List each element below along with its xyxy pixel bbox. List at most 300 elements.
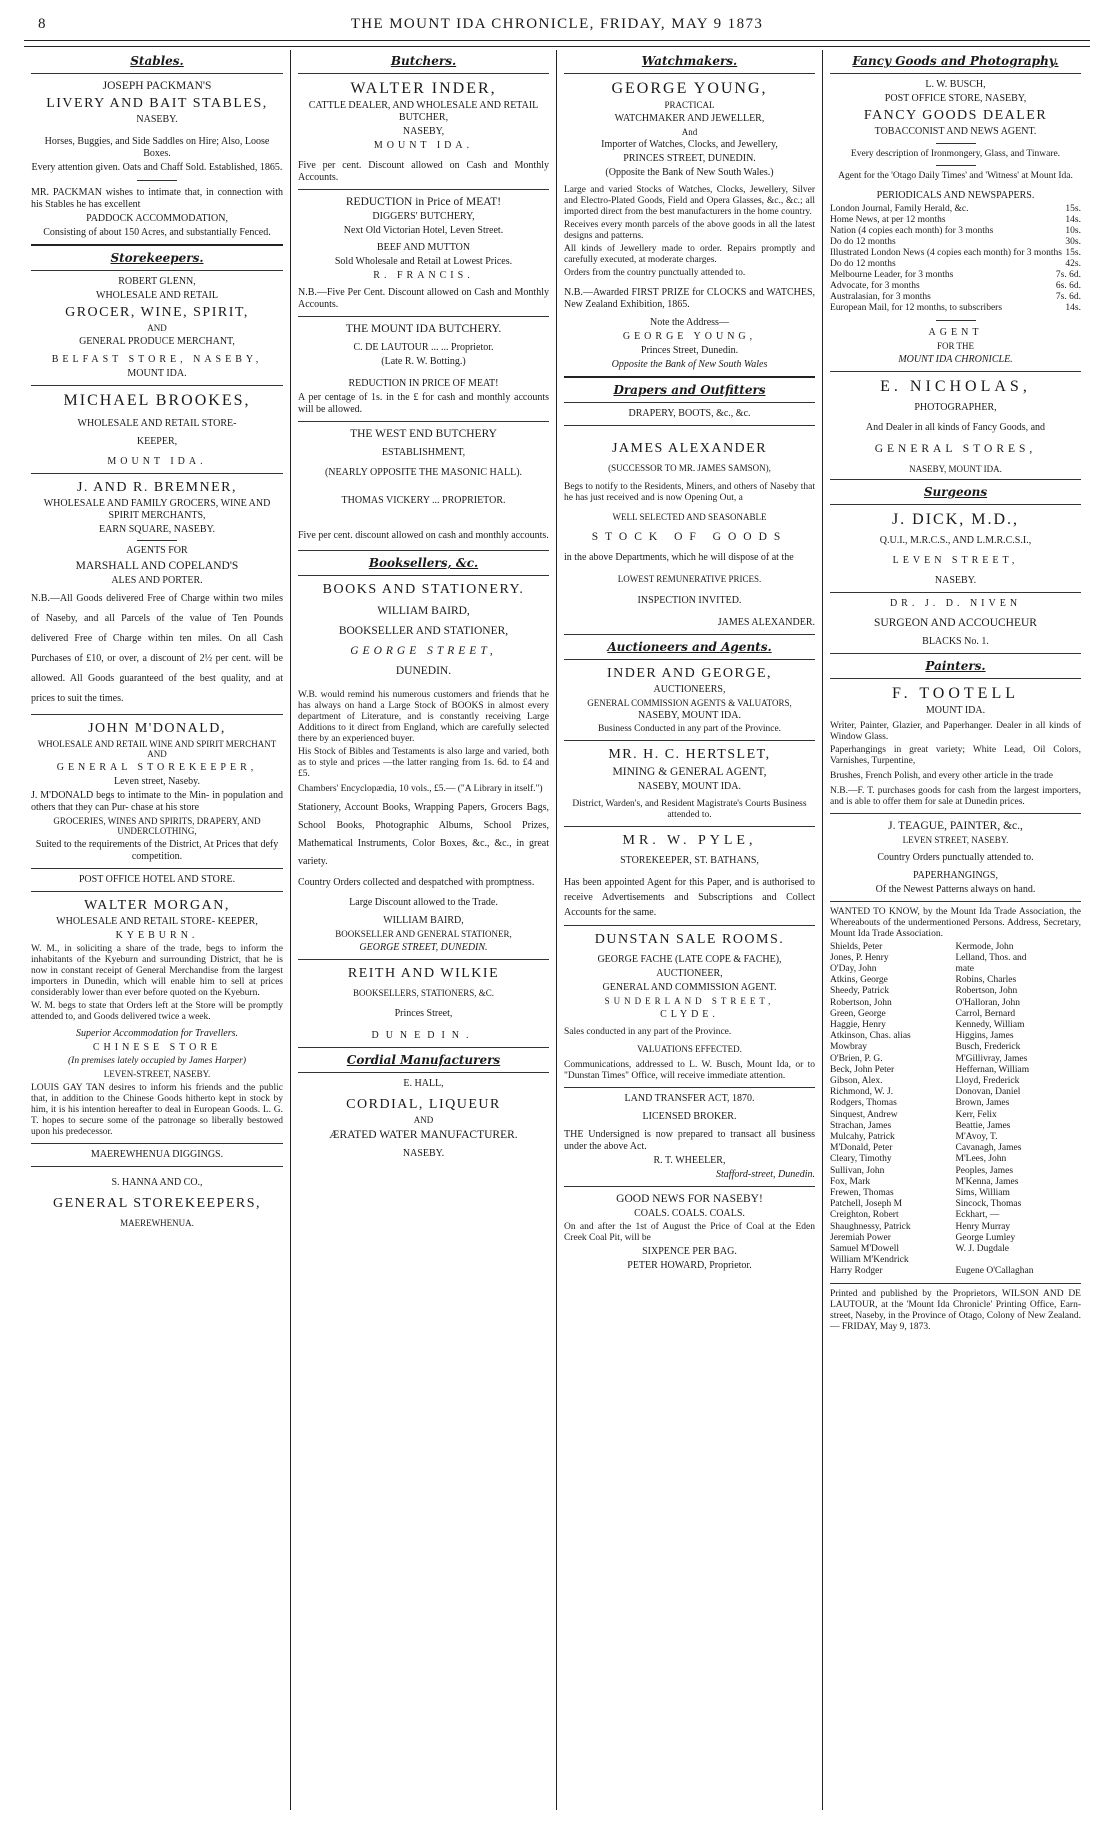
ad-title: JAMES ALEXANDER [611, 441, 768, 456]
person-name: Patchell, Joseph M [830, 1199, 903, 1210]
ad-text: CATTLE DEALER, AND WHOLESALE AND RETAIL BUTCHER, [308, 100, 539, 123]
ad-text: PETER HOWARD, Proprietor. [627, 1260, 752, 1271]
ad-text: And Dealer in all kinds of Fancy Goods, and [865, 421, 1046, 433]
names-right [956, 942, 1082, 1278]
ad-text: Five per cent. discount allowed on cash and monthly accounts. [298, 530, 549, 541]
price-item: Melbourne Leader, for 3 months [830, 270, 954, 280]
ad-title: LIVERY AND BAIT STABLES, [46, 96, 268, 111]
names-left [830, 942, 956, 1278]
price-row [830, 248, 1081, 259]
ad-heading: LAND TRANSFER ACT, 1870. [624, 1093, 755, 1104]
section-heading: Fancy Goods and Photography. [852, 54, 1059, 68]
ad-text: GEORGE FACHE (LATE COPE & FACHE), [597, 954, 782, 965]
ad-title: GEORGE YOUNG, [611, 80, 768, 97]
ad-text: ALES AND PORTER. [111, 574, 203, 586]
ad-text: VALUATIONS EFFECTED. [637, 1043, 742, 1054]
ad-text: Country Orders punctually attended to. [877, 851, 1034, 863]
ad-text: A per centage of 1s. in the £ for cash and monthly accounts will be allowed. [298, 392, 549, 415]
ad-text: SUNDERLAND STREET, [604, 996, 775, 1006]
ad-text: Brushes, French Polish, and every other article in the trade [830, 771, 1053, 781]
ad-text: GEORGE STREET, DUNEDIN. [359, 941, 488, 953]
ad-text: Country Orders collected and despatched with promptness. [298, 877, 535, 888]
section-heading: Cordial Manufacturers [346, 1053, 501, 1067]
ad-title: MR. W. PYLE, [622, 833, 757, 848]
price-value: 14s. [1065, 303, 1081, 313]
ad-text: Five per cent. Discount allowed on Cash and Monthly Accounts. [298, 160, 549, 183]
person-name: M'Donald, Peter [830, 1143, 893, 1154]
ad-text: NASEBY. [402, 1147, 445, 1159]
price-item: Do do 12 months [830, 259, 896, 269]
section-heading: Painters. [925, 659, 986, 673]
ad-text: PRACTICAL [664, 100, 715, 110]
ad-text: N.B.—Five Per Cent. Discount allowed on Cash and Monthly Accounts. [298, 287, 549, 310]
ad-text: WHOLESALE AND RETAIL [96, 290, 218, 301]
ad-text: Orders from the country punctually attended to. [564, 268, 746, 278]
person-name: Henry Murray [955, 1221, 1011, 1232]
ad-text: JAMES ALEXANDER. [717, 616, 815, 628]
ad-text: Of the Newest Patterns always on hand. [875, 883, 1036, 895]
ad-text: WATCHMAKER AND JEWELLER, [614, 112, 765, 124]
person-name: Robins, Charles [955, 975, 1017, 986]
ad-text: C. DE LAUTOUR ... ... Proprietor. [353, 342, 494, 353]
person-name: Samuel M'Dowell [830, 1243, 899, 1254]
person-name: O'Halloran, John [955, 997, 1021, 1008]
ad-text: Communications, addressed to L. W. Busch, Mount Ida, or to "Dunstan Times" Office, will receive immediate attention. [564, 1060, 815, 1081]
ad-text: WILLIAM BAIRD, [377, 605, 470, 617]
price-value: 15s. [1065, 248, 1081, 258]
ad-heading: POST OFFICE HOTEL AND STORE. [78, 873, 236, 885]
ad-title: CORDIAL, LIQUEUR [346, 1097, 501, 1112]
price-item: Home News, at per 12 months [830, 215, 946, 225]
person-name: Heffernan, William [955, 1064, 1030, 1075]
price-item: Australasian, for 3 months [830, 292, 931, 302]
ad-text: All kinds of Jewellery made to order. Repairs promptly and carefully executed, at moderate charges. [564, 244, 815, 265]
ad-text: AND [147, 323, 167, 333]
ad-text: GROCERIES, WINES AND SPIRITS, DRAPERY, AND UNDERCLOTHING, [53, 815, 261, 836]
ad-text: DIGGERS' BUTCHERY, [372, 211, 475, 222]
ad-text: LOWEST REMUNERATIVE PRICES. [617, 574, 762, 584]
person-name: Frewen, Thomas [830, 1187, 894, 1198]
person-name: Donovan, Daniel [955, 1087, 1021, 1098]
ad-text: NASEBY, MOUNT IDA. [638, 710, 741, 721]
ad-text: GENERAL AND COMMISSION AGENT. [602, 982, 777, 993]
ad-text: Next Old Victorian Hotel, Leven Street. [343, 225, 504, 236]
price-value: 10s. [1065, 226, 1081, 236]
person-name: Jones, P. Henry [830, 952, 889, 963]
price-value: 7s. 6d. [1055, 292, 1081, 302]
person-name: Busch, Frederick [955, 1042, 1021, 1053]
ad-text: BLACKS No. 1. [922, 636, 989, 647]
ad-heading: CHINESE STORE [92, 1041, 222, 1053]
ad-text: (In premises lately occupied by James Harper) [68, 1055, 246, 1066]
ad-title: THE MOUNT IDA BUTCHERY. [345, 323, 502, 335]
ad-text: W. M. begs to state that Orders left at the Store will be promptly attended to, and Goods delivered twice a week. [31, 1000, 283, 1022]
ad-text: (NEARLY OPPOSITE THE MASONIC HALL). [324, 467, 523, 478]
ad-text: Agent for the 'Otago Daily Times' and 'Witness' at Mount Ida. [838, 171, 1073, 181]
ad-text: NASEBY, MOUNT IDA. [909, 463, 1002, 474]
ad-text: THOMAS VICKERY ... PROPRIETOR. [341, 495, 506, 506]
ad-text: Stafford-street, Dunedin. [716, 1169, 815, 1180]
section-heading: Auctioneers and Agents. [607, 639, 772, 654]
person-name: Harry Rodger [830, 1266, 883, 1277]
ad-title: REDUCTION in Price of MEAT! [345, 196, 502, 208]
ad-text: (Opposite the Bank of New South Wales.) [605, 167, 774, 178]
ad-place: NASEBY. [136, 114, 178, 125]
ad-text: TOBACCONIST AND NEWS AGENT. [874, 126, 1037, 137]
ad-text: WANTED TO KNOW, by the Mount Ida Trade Association, the Whereabouts of the undermentioned Persons. Address, Secretary, Mount Ida Trade Association. [830, 906, 1081, 939]
ad-text: District, Warden's, and Resident Magistrate's Courts Business attended to. [572, 799, 807, 820]
section-heading: Butchers. [390, 54, 457, 68]
price-value: 30s. [1065, 237, 1081, 247]
ad-text: Every description of Ironmongery, Glass, and Tinware. [850, 149, 1061, 159]
person-name: Kerr, Felix [955, 1109, 997, 1120]
price-item: Do do 12 months [830, 237, 896, 247]
person-name: Atkins, George [830, 975, 888, 986]
column-1 [24, 50, 290, 1810]
person-name: Mulcahy, Patrick [830, 1131, 895, 1142]
price-item: Nation (4 copies each month) for 3 months [830, 226, 994, 236]
price-value: 15s. [1065, 204, 1081, 214]
ad-title: SURGEON AND ACCOUCHEUR [874, 617, 1037, 629]
ad-text: J. M'DONALD begs to intimate to the Min- in population and others that they can Pur- chase at his store [31, 789, 283, 813]
ad-text: WHOLESALE AND RETAIL STORE- [77, 417, 237, 429]
price-item: European Mail, for 12 months, to subscribers [830, 303, 1003, 313]
person-name: Haggie, Henry [830, 1019, 886, 1030]
ad-text: STOCK OF GOODS [591, 531, 788, 543]
ad-text: GEORGE YOUNG, [622, 331, 757, 342]
ad-title: F. TOOTELL [891, 685, 1019, 702]
person-name: Eckhart, — [955, 1210, 1000, 1221]
price-row [830, 281, 1081, 292]
ad-text: Stationery, Account Books, Wrapping Papers, Grocers Bags, School Books, Photographic Albums, School Prizes, Mathematical Instruments, Color Boxes, &c., &c., in great variety. [298, 802, 549, 867]
price-item: London Journal, Family Herald, &c. [830, 204, 969, 214]
ad-text: LICENSED BROKER. [642, 1111, 737, 1122]
ad-text: DR. J. D. NIVEN [889, 598, 1022, 609]
ad-text: Business Conducted in any part of the Province. [597, 724, 782, 734]
ad-text: E. HALL, [403, 1078, 444, 1089]
ad-text: On and after the 1st of August the Price of Coal at the Eden Creek Coal Pit, will be [564, 1222, 815, 1243]
ad-text: Opposite the Bank of New South Wales [611, 359, 768, 370]
ad-text: AUCTIONEER, [656, 968, 723, 979]
ad-text: R. FRANCIS. [373, 270, 474, 281]
person-name: Mowbray [830, 1042, 867, 1053]
ad-text: AND [413, 1115, 434, 1125]
ad-text: N.B.—All Goods delivered Free of Charge within two miles of Naseby, and all Parcels of the value of Ten Pounds delivered Free of Charge within ten miles. On all Cash Purchases of £10, or over, a discount of 2½ per cent. will be allowed. All Goods guaranteed of the best quality, and at prices to suit the times. [31, 592, 283, 704]
ad-title: REITH AND WILKIE [347, 965, 500, 981]
person-name: Creighton, Robert [830, 1210, 899, 1221]
person-name: Lelland, Thos. and [955, 952, 1027, 963]
ad-text: REDUCTION IN PRICE OF MEAT! [348, 378, 499, 389]
ad-title: WALTER MORGAN, [84, 897, 230, 913]
price-row [830, 226, 1081, 237]
ad-text: FOR THE [936, 341, 975, 351]
ad-text: AGENTS FOR [126, 544, 188, 556]
ad-text: (SUCCESSOR TO MR. JAMES SAMSON), [608, 463, 771, 473]
ad-text: COALS. COALS. COALS. [634, 1208, 745, 1219]
ad-text: Sales conducted in any part of the Province. [564, 1026, 732, 1037]
newspaper-page [24, 10, 1090, 1810]
ad-text: R. T. WHEELER, [653, 1155, 726, 1166]
ad-text: Note the Address— [650, 317, 729, 328]
ad-text: AGENT [928, 327, 983, 338]
ad-text: AUCTIONEERS, [653, 683, 726, 695]
ad-text: LEVEN-STREET, NASEBY. [103, 1068, 211, 1079]
section-heading: Watchmakers. [641, 54, 738, 68]
ad-text: Q.U.I., M.R.C.S., AND L.M.R.C.S.I., [879, 535, 1032, 546]
imprint: Printed and published by the Proprietors, WILSON AND DE LAUTOUR, at the 'Mount Ida Chronicle' Printing Office, Earn-street, Naseby, in the Province of Otago, Colony of New Zealand. — FRIDAY, May 9, 1873. [830, 1288, 1081, 1332]
header-rule [24, 40, 1090, 47]
price-value: 42s. [1065, 259, 1081, 269]
ad-text: Receives every month parcels of the above goods in all the latest designs and patterns. [564, 220, 815, 241]
ad-text: MOUNT IDA. [127, 367, 187, 379]
person-name: Sims, William [955, 1187, 1010, 1198]
ad-heading: JOSEPH PACKMAN'S [102, 80, 212, 92]
person-name: George Lumley [955, 1232, 1016, 1243]
person-name: Higgins, James [955, 1031, 1014, 1042]
person-name: Cleary, Timothy [830, 1154, 892, 1165]
price-row [830, 303, 1081, 314]
ad-text: WILLIAM BAIRD, [383, 915, 464, 926]
ad-text: PERIODICALS AND NEWSPAPERS. [876, 190, 1035, 201]
person-name: O'Brien, P. G. [830, 1053, 883, 1064]
ad-text: GENERAL COMMISSION AGENTS & VALUATORS, [587, 697, 792, 708]
person-name: M'Kenna, James [955, 1176, 1019, 1187]
column-3 [556, 50, 822, 1810]
column-4 [822, 50, 1088, 1810]
ad-text: MOUNT IDA. [925, 705, 986, 716]
ad-title: J. DICK, M.D., [891, 511, 1020, 528]
ad-title: FANCY GOODS DEALER [863, 108, 1048, 123]
ad-text: Consisting of about 150 Acres, and substantially Fenced. [43, 227, 271, 238]
ad-text: Large Discount allowed to the Trade. [349, 897, 498, 908]
section-heading: Stables. [130, 54, 184, 68]
section-heading: Surgeons [923, 485, 988, 499]
ad-text: And [681, 126, 698, 137]
person-name: Rodgers, Thomas [830, 1098, 897, 1109]
person-name: Lloyd, Frederick [955, 1075, 1020, 1086]
ad-text: N.B.—F. T. purchases goods for cash from the largest importers, and is able to offer them for sale at Dunedin prices. [830, 786, 1081, 807]
ad-text: WHOLESALE AND FAMILY GROCERS, WINE AND SPIRIT MERCHANTS, [43, 497, 271, 521]
ad-text: PAPERHANGINGS, [913, 869, 998, 881]
ad-text: Every attention given. Oats and Chaff Sold. Established, 1865. [31, 162, 283, 173]
ad-text: MAEREWHENUA. [120, 1218, 194, 1228]
ad-text: Suited to the requirements of the District, At Prices that defy competition. [35, 838, 279, 862]
price-value: 14s. [1065, 215, 1081, 225]
ad-text: His Stock of Bibles and Testaments is also large and varied, both as to style and prices —the latter ranging from 1s. 6d. to £4 and £5. [298, 747, 549, 779]
person-name: Shaughnessy, Patrick [830, 1221, 911, 1232]
ad-text: GENERAL STOREKEEPER, [56, 761, 258, 773]
person-name: Jeremiah Power [830, 1232, 891, 1243]
person-name: M'Gillivray, James [955, 1053, 1028, 1064]
ad-title: GENERAL STOREKEEPERS, [52, 1196, 262, 1211]
ad-text: Superior Accommodation for Travellers. [75, 1027, 239, 1039]
ad-text: CLYDE. [660, 1008, 719, 1020]
ad-title: J. AND R. BREMNER, [76, 479, 238, 495]
person-name: Fox, Mark [830, 1176, 871, 1187]
person-name: Robertson, John [955, 986, 1018, 997]
ad-text: Has been appointed Agent for this Paper, and is authorised to receive Advertisements and Subscriptions and Collect Accounts for the same. [564, 877, 815, 918]
ad-title: INDER AND GEORGE, [606, 665, 773, 681]
ad-text: KEEPER, [136, 435, 178, 447]
ad-text: INSPECTION INVITED. [637, 594, 742, 606]
section-heading: Storekeepers. [110, 251, 204, 265]
price-row [830, 237, 1081, 248]
person-name: Kermode, John [955, 941, 1014, 952]
person-name: Sullivan, John [830, 1165, 885, 1176]
price-row [830, 259, 1081, 270]
price-item: Illustrated London News (4 copies each month) for 3 months [830, 248, 1062, 258]
ad-title: E. NICHOLAS, [880, 377, 1031, 395]
person-name: Green, George [830, 1008, 886, 1019]
ad-text: GENERAL STORES, [874, 442, 1037, 455]
person-name: William M'Kendrick [830, 1255, 909, 1266]
person-name: Robertson, John [830, 997, 892, 1008]
person-name: Sincock, Thomas [955, 1199, 1022, 1210]
ad-text: EARN SQUARE, NASEBY. [99, 523, 215, 535]
ad-text: DUNEDIN. [395, 665, 452, 677]
ad-text: GENERAL PRODUCE MERCHANT, [79, 335, 235, 347]
ad-text: S. HANNA AND CO., [111, 1177, 203, 1188]
person-name: Richmond, W. J. [830, 1087, 894, 1098]
ad-heading: ROBERT GLENN, [118, 276, 196, 287]
ad-text: ESTABLISHMENT, [381, 447, 466, 458]
ad-title: MICHAEL BROOKES, [63, 391, 251, 409]
ad-text: BEEF AND MUTTON [376, 242, 471, 253]
person-name: Strachan, James [830, 1120, 892, 1131]
ad-title: GROCER, WINE, SPIRIT, [65, 305, 249, 320]
ad-text: N.B.—Awarded FIRST PRIZE for CLOCKS and WATCHES, New Zealand Exhibition, 1865. [564, 287, 815, 310]
ad-text: GEORGE STREET, [350, 645, 497, 657]
price-row [830, 292, 1081, 303]
ad-text: Horses, Buggies, and Side Saddles on Hire; Also, Loose Boxes. [44, 136, 270, 159]
person-name: Gibson, Alex. [830, 1075, 883, 1086]
ad-text: PADDOCK ACCOMMODATION, [86, 213, 228, 224]
masthead: THE MOUNT IDA CHRONICLE, FRIDAY, MAY 9 1873 [350, 16, 764, 32]
person-name: Peoples, James [955, 1165, 1014, 1176]
person-name: Cavanagh, James [955, 1143, 1022, 1154]
ad-text: MR. PACKMAN wishes to intimate that, in connection with his Stables he has excellent [31, 187, 283, 210]
ad-text: NASEBY. [934, 575, 977, 586]
ad-text: Princes Street, [394, 1008, 453, 1019]
ad-text: Princes Street, Dunedin. [640, 345, 739, 356]
person-name [956, 1255, 1082, 1266]
section-heading: Booksellers, &c. [368, 556, 479, 570]
ad-text: W.B. would remind his numerous customers and friends that he has always on hand a Large Stock of BOOKS in almost every department of Literature, and is constantly receiving Large Additions to it direct from England, which are carefully selected there by an experienced buyer. [298, 690, 549, 744]
price-list [830, 204, 1081, 314]
ad-text: KYEBURN. [115, 929, 199, 941]
ad-text: ÆRATED WATER MANUFACTURER. [329, 1128, 518, 1141]
ad-text: BOOKSELLER AND GENERAL STATIONER, [335, 929, 512, 939]
ad-text: (Late R. W. Botting.) [381, 356, 466, 367]
ad-text: LEVEN STREET, [892, 555, 1019, 566]
ad-text: Writer, Painter, Glazier, and Paperhanger. Dealer in all kinds of Window Glass. [830, 721, 1081, 742]
ad-text: LEVEN STREET, NASEBY. [902, 835, 1009, 845]
names-list [830, 942, 1081, 1278]
person-name: Sinquest, Andrew [830, 1109, 898, 1120]
price-row [830, 215, 1081, 226]
person-name: Atkinson, Chas. alias [830, 1031, 911, 1042]
ad-title: BOOKS AND STATIONERY. [322, 582, 525, 597]
ad-text: Importer of Watches, Clocks, and Jewellery, [601, 139, 778, 150]
ad-text: PRINCES STREET, DUNEDIN. [623, 153, 756, 164]
price-item: Advocate, for 3 months [830, 281, 920, 291]
price-value: 6s. 6d. [1055, 281, 1081, 291]
ad-text: WELL SELECTED AND SEASONABLE [612, 511, 767, 522]
person-name: Carrol, Bernard [955, 1008, 1016, 1019]
person-name: Sheedy, Patrick [830, 986, 890, 997]
ad-text: STOREKEEPER, ST. BATHANS, [620, 855, 759, 866]
section-heading: Drapers and Outfitters [613, 383, 766, 397]
person-name: mate [955, 963, 974, 974]
ad-text: MOUNT IDA. [373, 140, 474, 151]
ad-heading: MAEREWHENUA DIGGINGS. [90, 1149, 224, 1160]
person-name: M'Avoy, T. [955, 1131, 998, 1142]
ad-text: Chambers' Encyclopædia, 10 vols., £5.— ("A Library in itself.") [298, 784, 543, 794]
person-name: W. J. Dugdale [955, 1243, 1009, 1254]
ad-text: MOUNT IDA. [107, 455, 207, 467]
ad-text: L. W. BUSCH, [925, 79, 986, 90]
ad-text: POST OFFICE STORE, NASEBY, [884, 93, 1027, 104]
price-value: 7s. 6d. [1055, 270, 1081, 280]
person-name: Brown, James [955, 1098, 1010, 1109]
person-name: Beck, John Peter [830, 1064, 895, 1075]
ad-text: W. M., in soliciting a share of the trade, begs to inform the inhabitants of the Kyeburn and surrounding District, that he is now in constant receipt of General Merchandise from the largest importers in Dunedin, which will enable him to sell at prices considerably lower than ever before quoted on the Kyeburn. [31, 943, 283, 998]
ad-text: BELFAST STORE, NASEBY, [51, 353, 263, 365]
ad-text: SIXPENCE PER BAG. [642, 1246, 737, 1257]
ad-title: THE WEST END BUTCHERY [350, 428, 497, 440]
ad-title: DUNSTAN SALE ROOMS. [594, 932, 785, 947]
page-number: 8 [38, 16, 46, 32]
person-name: Shields, Peter [830, 941, 883, 952]
person-name: Beattie, James [955, 1120, 1011, 1131]
ad-text: WHOLESALE AND RETAIL WINE AND SPIRIT MERCHANT AND [37, 738, 277, 759]
ad-text: BOOKSELLER AND STATIONER, [338, 625, 509, 637]
person-name: M'Lees, John [955, 1154, 1007, 1165]
columns [24, 50, 1090, 1810]
ad-text: WHOLESALE AND RETAIL STORE- KEEPER, [56, 915, 258, 927]
ad-text: DUNEDIN. [371, 1030, 476, 1041]
ad-text: MOUNT IDA CHRONICLE. [898, 353, 1013, 365]
person-name: O'Day, John [830, 963, 877, 974]
ad-text: DRAPERY, BOOTS, &c., &c. [628, 408, 751, 419]
ad-text: NASEBY, [402, 126, 445, 137]
ad-text: MINING & GENERAL AGENT, [612, 766, 767, 778]
ad-title: WALTER INDER, [350, 80, 497, 97]
ad-text: Leven street, Naseby. [114, 775, 200, 787]
ad-title: MR. H. C. HERTSLET, [608, 747, 771, 762]
ad-text: MARSHALL AND COPELAND'S [75, 559, 239, 572]
ad-title: J. TEAGUE, PAINTER, &c., [888, 820, 1023, 832]
person-name: Kennedy, William [955, 1019, 1025, 1030]
price-row [830, 270, 1081, 281]
ad-text: THE Undersigned is now prepared to transact all business under the above Act. [564, 1129, 815, 1152]
ad-title: JOHN M'DONALD, [88, 720, 226, 736]
column-2 [290, 50, 556, 1810]
person-name: Eugene O'Callaghan [955, 1266, 1034, 1277]
page-header [24, 10, 1090, 44]
ad-text: LOUIS GAY TAN desires to inform his friends and the public that, in addition to the Chinese Goods hitherto kept in stock by him, it is his intention hereafter to deal in European Goods. L. G. T. hopes to secure some of the patronage so liberally bestowed upon his predecessor. [31, 1083, 283, 1137]
ad-title: GOOD NEWS FOR NASEBY! [616, 1193, 763, 1205]
ad-text: BOOKSELLERS, STATIONERS, &C. [352, 987, 495, 998]
ad-text: Sold Wholesale and Retail at Lowest Prices. [334, 256, 513, 267]
ad-text: NASEBY, MOUNT IDA. [638, 781, 741, 792]
price-row [830, 204, 1081, 215]
ad-text: Begs to notify to the Residents, Miners, and others of Naseby that he has just received and is now Opening Out, a [564, 481, 815, 503]
ad-text: PHOTOGRAPHER, [914, 401, 997, 413]
ad-text: Large and varied Stocks of Watches, Clocks, Jewellery, Silver and Electro-Plated Goods, Field and Opera Glasses, &c., &c.; all imported direct from the best manufacturers in the home country. [564, 185, 815, 217]
ad-text: Paperhangings in great variety; White Lead, Oil Colors, Varnishes, Turpentine, [830, 745, 1081, 766]
ad-text: in the above Departments, which he will dispose of at the [564, 552, 794, 563]
